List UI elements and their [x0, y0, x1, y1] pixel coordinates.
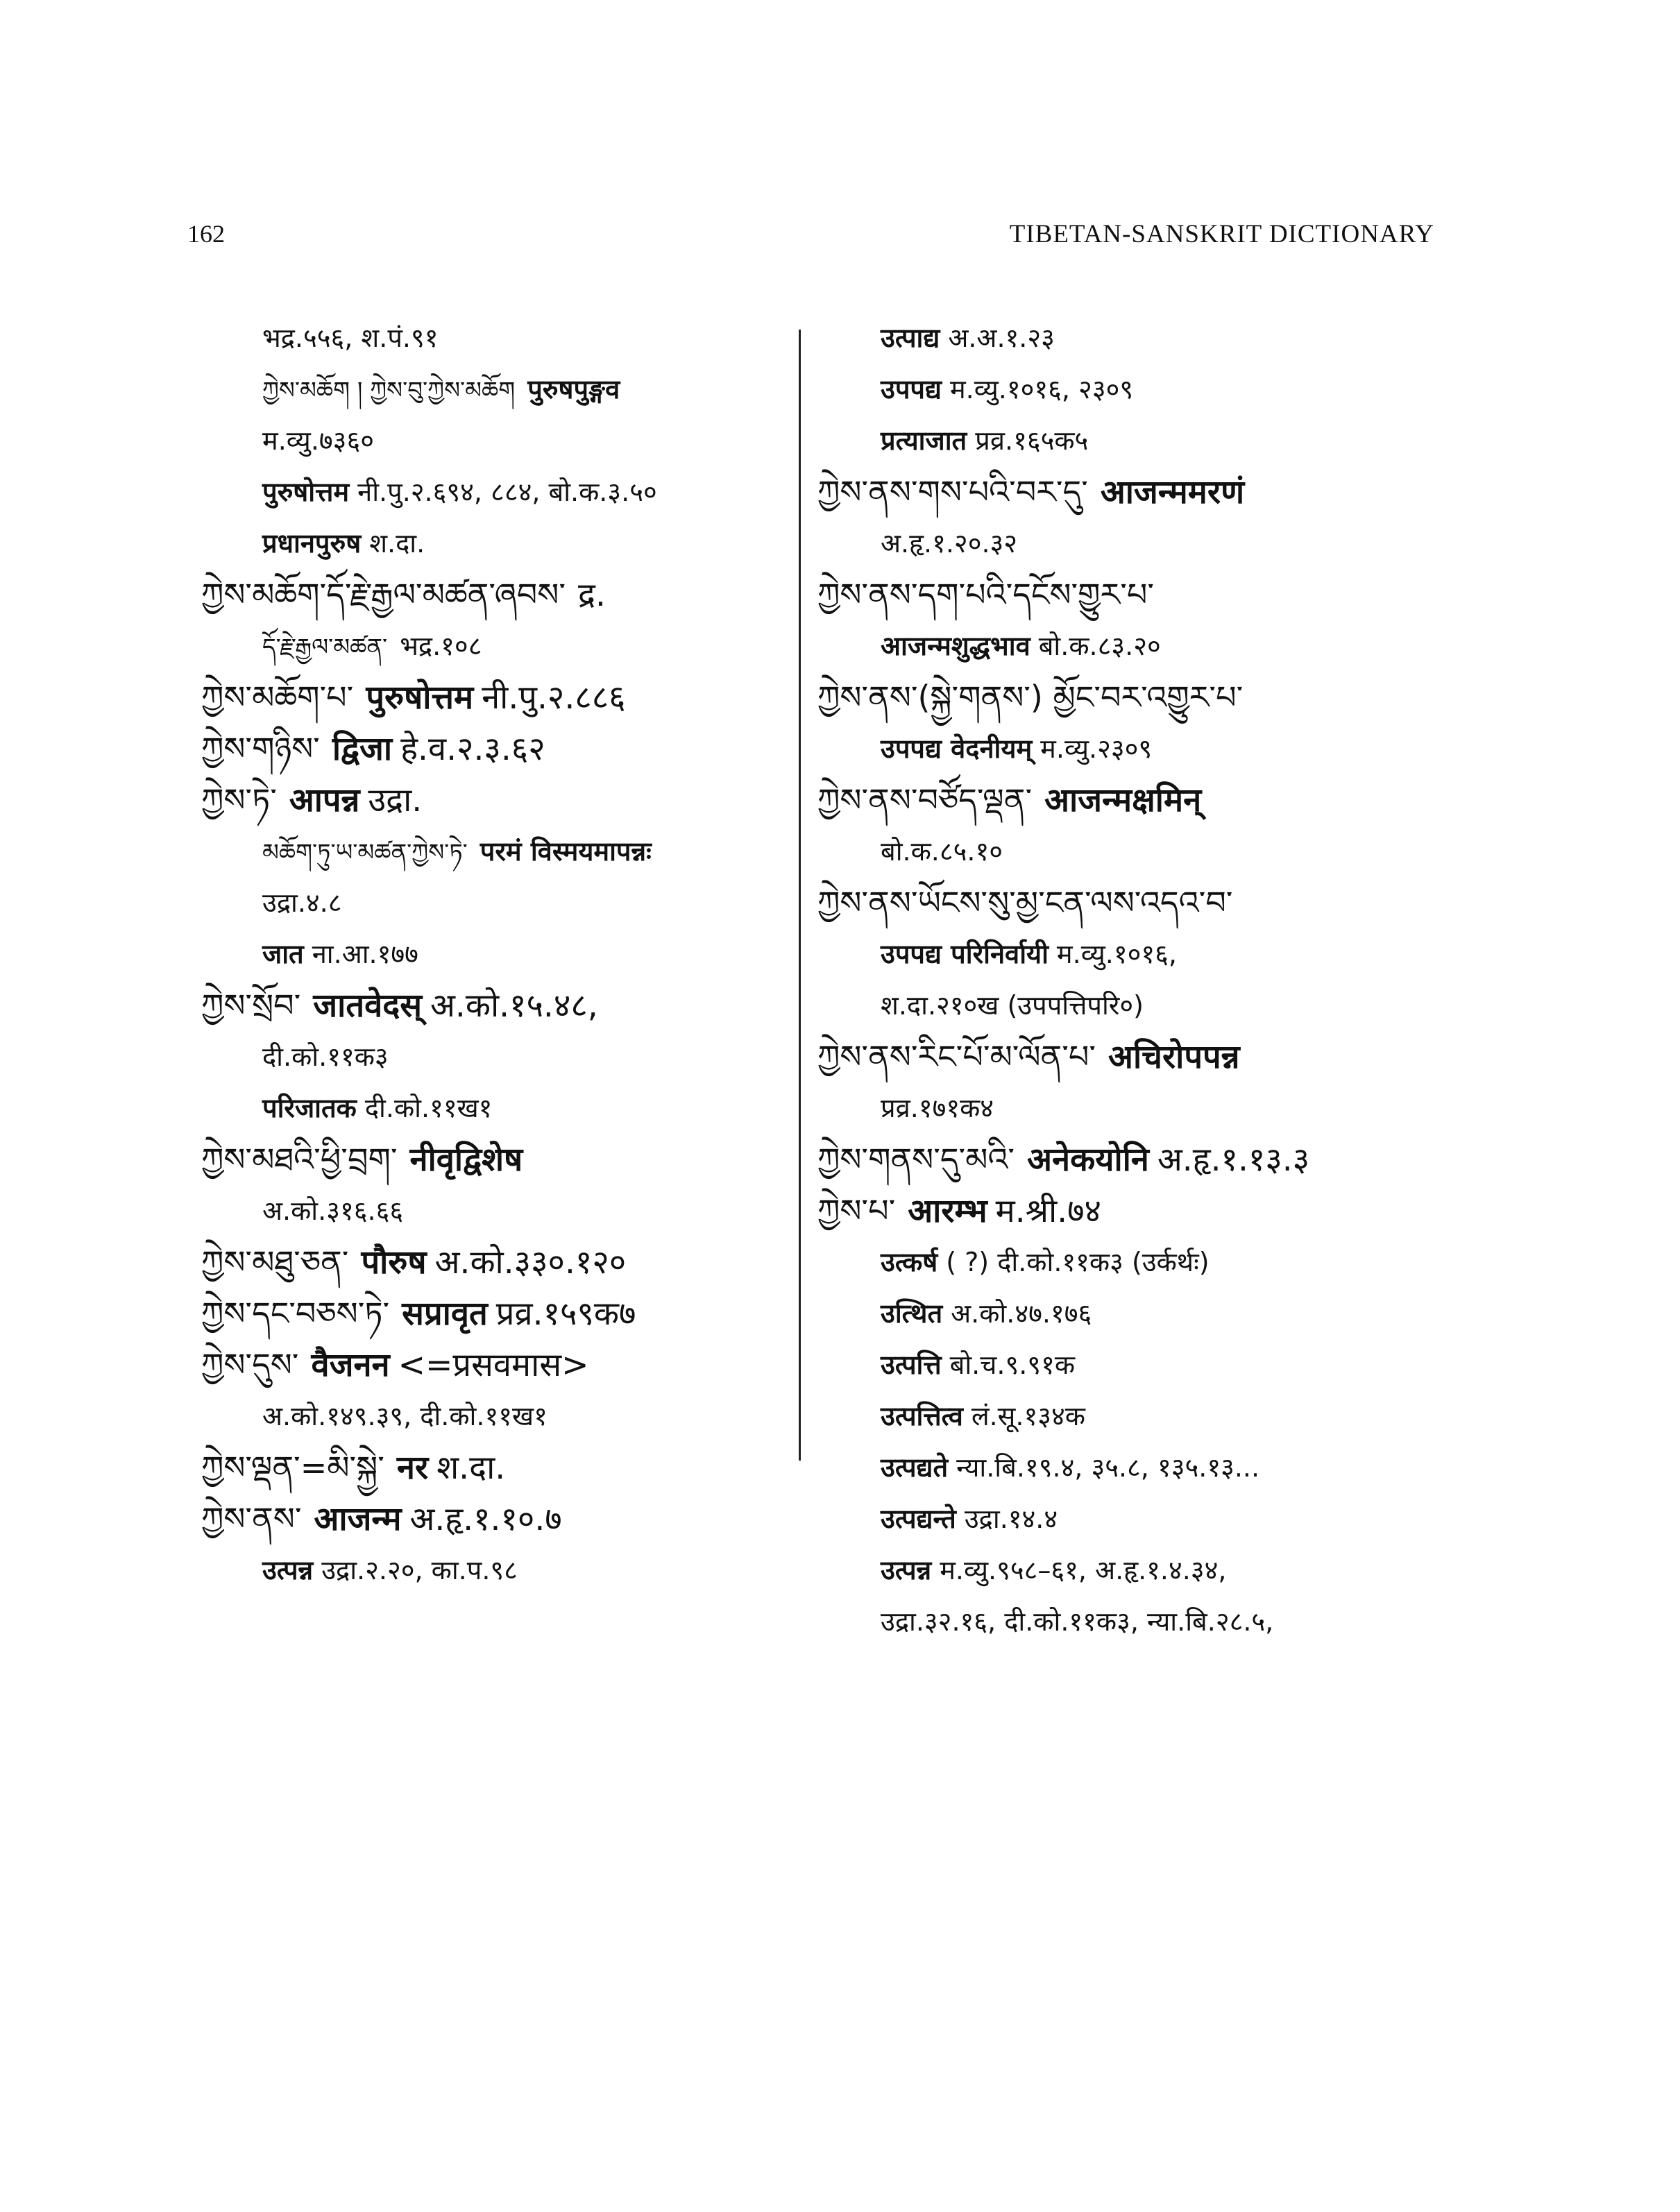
sanskrit-term: उत्थित — [881, 1298, 943, 1329]
sanskrit-term: उपपद्य वेदनीयम् — [881, 733, 1033, 764]
headword-line — [201, 723, 791, 774]
tibetan-term: ཀྱེས་མཆོག ། ཀྱེས་བུ་ཀྱེས་མཆོག — [262, 377, 516, 405]
headword-line — [201, 980, 791, 1031]
sanskrit-term: प्रधानपुरुष — [262, 528, 362, 559]
reference: उद्रा.१४.४ — [964, 1504, 1058, 1534]
tibetan-headword: ཀྱེས་གཉིས་ — [201, 730, 320, 767]
sanskrit-term: सप्रावृत — [402, 1295, 488, 1333]
entry-line — [201, 928, 791, 980]
tibetan-headword: ཀྱེས་ནས་དག་པའི་དངོས་གྱུར་པ་ — [817, 576, 1155, 613]
sanskrit-term: पुरुषोत्तम — [262, 477, 350, 507]
sanskrit-term: प्रत्याजात — [881, 425, 967, 456]
entry-line — [201, 877, 791, 928]
headword-line — [201, 1236, 791, 1288]
sanskrit-term: जातवेदस् — [313, 987, 422, 1025]
tibetan-headword: ཀྱེས་ནས་གས་པའི་བར་དུ་ — [817, 473, 1088, 511]
sanskrit-term: आजन्म — [314, 1500, 402, 1538]
tibetan-headword: ཀྱེས་སྲོབ་ — [201, 987, 301, 1024]
sanskrit-term: जात — [262, 939, 304, 969]
reference: नी.पु.२.८८६ — [482, 679, 626, 717]
reference: अ.हृ.१.१३.३ — [1157, 1141, 1310, 1179]
tibetan-headword: ཀྱེས་མཆོག་དོ་རྗེ་རྒྱལ་མཚན་ཞབས་ — [201, 576, 566, 613]
reference: म.श्री.७४ — [995, 1192, 1101, 1230]
entry-line — [817, 1082, 1442, 1134]
entry-line — [817, 1288, 1442, 1339]
sanskrit-term: उत्पाद्य — [881, 323, 940, 353]
headword-line — [817, 1031, 1442, 1082]
headword-line — [201, 774, 791, 826]
headword-line — [201, 1493, 791, 1545]
page-number: 162 — [187, 220, 225, 248]
reference: अ.को.१४९.३९, दी.को.११ख१ — [262, 1401, 548, 1431]
reference: उद्रा.२.२०, का.प.९८ — [321, 1555, 518, 1585]
entry-line — [817, 1339, 1442, 1390]
reference: हे.व.२.३.६२ — [400, 730, 545, 768]
sanskrit-term: पुरुषोत्तम — [366, 679, 474, 717]
reference: अ.को.३३०.१२० — [434, 1243, 627, 1282]
entry-line — [817, 826, 1442, 877]
reference: ना.आ.१७७ — [312, 939, 418, 969]
column-divider — [799, 330, 801, 1461]
reference: नी.पु.२.६९४, ८८४, बो.क.३.५० — [357, 477, 657, 507]
entry-line — [201, 1390, 791, 1442]
tibetan-headword: ཀྱེས་དུས་ — [201, 1346, 299, 1384]
entry-line — [201, 1185, 791, 1236]
sanskrit-term: परिजातक — [262, 1093, 357, 1123]
reference: म.व्यु.२३०९ — [1040, 733, 1153, 764]
tibetan-headword: ཀྱེས་ནས་(སྐྱེ་གནས་) མྱོང་བར་འགྱུར་པ་ — [817, 679, 1244, 716]
entry-line — [817, 364, 1442, 415]
tibetan-term: དོ་རྗེ་རྒྱལ་མཚན་ — [262, 633, 388, 661]
reference: अ.अ.१.२३ — [948, 323, 1055, 353]
entry-line — [817, 620, 1442, 672]
reference: अ.को.१५.४८, — [430, 987, 598, 1025]
reference: ( ?) दी.को.११क३ (उर्कर्थः) — [946, 1247, 1210, 1277]
entry-line — [817, 518, 1442, 569]
sanskrit-term: आरम्भ — [908, 1192, 987, 1230]
reference: अ.हृ.१.१०.७ — [409, 1500, 562, 1538]
entry-line — [201, 1031, 791, 1082]
sanskrit-term: उत्पत्तित्व — [881, 1401, 963, 1431]
entry-line — [817, 1390, 1442, 1442]
tibetan-headword: ཀྱེས་དང་བཅས་ཏེ་ — [201, 1295, 390, 1332]
tibetan-headword: ཀྱེས་མཐུ་ཅན་ — [201, 1243, 349, 1281]
headword-line — [817, 774, 1442, 826]
sanskrit-term: उत्पत्ति — [881, 1350, 942, 1380]
sanskrit-term: नर — [396, 1449, 429, 1487]
sanskrit-term: आजन्ममरणं — [1100, 473, 1245, 511]
entry-line — [201, 1545, 791, 1596]
reference: अ.हृ.१.२०.३२ — [881, 528, 1018, 559]
sanskrit-term: पुरुषपुङ्गव — [527, 374, 620, 405]
reference: लं.सू.१३४क — [971, 1401, 1085, 1431]
entry-line — [201, 364, 791, 415]
reference: द्र. — [578, 576, 606, 614]
headword-line — [817, 1185, 1442, 1236]
entry-line — [201, 1082, 791, 1134]
reference: प्रव्र.१६५क५ — [975, 425, 1089, 456]
entry-line — [817, 312, 1442, 364]
sanskrit-term: आजन्मशुद्धभाव — [881, 631, 1030, 661]
reference: प्रव्र.१७१क४ — [881, 1093, 994, 1123]
sanskrit-term: उत्कर्ष — [881, 1247, 938, 1277]
entry-line — [817, 415, 1442, 466]
sanskrit-term: उत्पद्यते — [881, 1452, 949, 1483]
headword-line — [817, 672, 1442, 723]
reference: श.दा. — [369, 528, 425, 559]
left-column — [201, 312, 791, 1596]
headword-line — [817, 1134, 1442, 1185]
reference: श.दा. — [436, 1449, 506, 1487]
entry-line — [201, 518, 791, 569]
tibetan-headword: ཀྱེས་ནས་ཡོངས་སུ་མྱ་ངན་ལས་འདའ་བ་ — [817, 884, 1233, 921]
reference: अ.को.४७.१७६ — [951, 1298, 1092, 1329]
reference: भद्र.१०८ — [400, 631, 482, 661]
headword-line — [201, 1339, 791, 1390]
tibetan-headword: ཀྱེས་མཆོག་པ་ — [201, 679, 354, 716]
entry-line — [201, 826, 791, 877]
entry-line — [201, 466, 791, 518]
reference: म.व्यु.७३६० — [262, 425, 374, 456]
sanskrit-term: अनेकयोनि — [1027, 1141, 1149, 1179]
reference: बो.क.८३.२० — [1038, 631, 1161, 661]
tibetan-headword: ཀྱེས་ཏེ་ — [201, 781, 277, 819]
reference: उद्रा.४.८ — [262, 887, 342, 918]
tibetan-headword: ཀྱེས་ནས་ — [201, 1500, 302, 1538]
tibetan-headword: ཀྱེས་མཐའི་ཕྱི་བྲག་ — [201, 1141, 398, 1178]
entry-line — [201, 620, 791, 672]
tibetan-headword: ཀྱེས་ལྡན་=མི་སྐྱེ་ — [201, 1449, 384, 1486]
tibetan-headword: ཀྱེས་གནས་དུ་མའི་ — [817, 1141, 1015, 1178]
reference: म.व्यु.१०१६, — [1056, 939, 1177, 969]
headword-line — [817, 569, 1442, 620]
sanskrit-term: उपपद्य परिनिर्वायी — [881, 939, 1049, 969]
reference: दी.को.११क३ — [262, 1041, 389, 1072]
entry-line — [817, 1596, 1442, 1647]
sanskrit-term: उपपद्य — [881, 374, 942, 405]
entry-line — [817, 928, 1442, 980]
entry-line — [201, 312, 791, 364]
entry-line — [817, 980, 1442, 1031]
entry-line — [817, 1236, 1442, 1288]
reference: न्या.बि.१९.४, ३५.८, १३५.१३... — [956, 1452, 1260, 1483]
sanskrit-term: उत्पन्न — [881, 1555, 932, 1585]
entry-line — [817, 1493, 1442, 1545]
reference: म.व्यु.९५८–६१, अ.हृ.१.४.३४, — [940, 1555, 1227, 1585]
reference: दी.को.११ख१ — [364, 1093, 493, 1123]
tibetan-term: མཆོག་ཏུ་ཡ་མཚན་ཀྱེས་ཏེ་ — [262, 839, 468, 867]
headword-line — [201, 1288, 791, 1339]
sanskrit-term: नीवृद्विशेष — [409, 1141, 523, 1179]
sanskrit-term: द्विजा — [332, 730, 393, 768]
reference: प्रव्र.१५९क७ — [495, 1295, 636, 1333]
reference: भद्र.५५६, श.पं.९१ — [262, 323, 439, 353]
reference: उद्रा.३२.१६, दी.को.११क३, न्या.बि.२८.५, — [881, 1606, 1274, 1637]
tibetan-headword: ཀྱེས་ནས་བཙོད་ལྡན་ — [817, 781, 1033, 819]
entry-line — [817, 1545, 1442, 1596]
sanskrit-term: पौरुष — [361, 1243, 427, 1282]
reference: अ.को.३१६.६६ — [262, 1196, 404, 1226]
reference: बो.क.८५.१० — [881, 836, 1003, 867]
sanskrit-term: आजन्मक्षमिन् — [1044, 781, 1202, 819]
sanskrit-term: वैजनन — [311, 1346, 390, 1384]
headword-line — [201, 1442, 791, 1493]
sanskrit-term: उत्पन्न — [262, 1555, 314, 1585]
sanskrit-term: अचिरोपपन्न — [1108, 1038, 1240, 1076]
sanskrit-term: उत्पद्यन्ते — [881, 1504, 956, 1534]
headword-line — [201, 569, 791, 620]
entry-line — [201, 415, 791, 466]
headword-line — [817, 877, 1442, 928]
reference: <=प्रसवमास> — [398, 1346, 589, 1384]
sanskrit-term: परमं विस्मयमापन्नः — [480, 836, 652, 867]
entry-line — [817, 1442, 1442, 1493]
reference: म.व्यु.१०१६, २३०९ — [949, 374, 1134, 405]
reference: उद्रा. — [368, 781, 423, 819]
reference: श.दा.२१०ख (उपपत्तिपरि०) — [881, 990, 1144, 1021]
sanskrit-term: आपन्न — [289, 781, 360, 819]
entry-line — [817, 723, 1442, 774]
headword-line — [817, 466, 1442, 518]
page-header — [0, 219, 1680, 261]
running-title: TIBETAN-SANSKRIT DICTIONARY — [1009, 220, 1434, 248]
tibetan-headword: ཀྱེས་ནས་རིང་པོ་མ་ལོན་པ་ — [817, 1038, 1096, 1075]
right-column — [817, 312, 1442, 1647]
tibetan-headword: ཀྱེས་པ་ — [817, 1192, 896, 1230]
headword-line — [201, 672, 791, 723]
headword-line — [201, 1134, 791, 1185]
reference: बो.च.९.९१क — [949, 1350, 1076, 1380]
